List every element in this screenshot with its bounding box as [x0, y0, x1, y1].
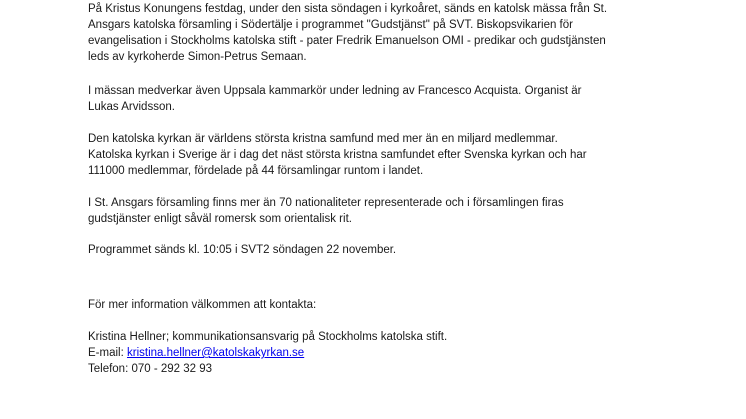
- contact-name: Kristina Hellner; kommunikationsansvarig på Stockholms katolska stift.: [88, 331, 448, 343]
- contact-phone: Telefon: 070 - 292 32 93: [88, 363, 213, 375]
- paragraph-contact-intro: För mer information välkommen att kontakta:: [88, 299, 317, 311]
- contact-email-line: [88, 345, 447, 361]
- paragraph-broadcast-intro: På Kristus Konungens festdag, under den sista söndagen i kyrkoåret, sänds en katolsk mässa från St. Ansgars katolska församling i Södertälje i programmet "Gudstjänst" på SVT. Biskopsvikarien för evangelisation i Stockholms katolska stift - pater Fredrik Emanuelson OMI - predikar och gudstjänsten leds av kyrkoherde Simon-Petrus Semaan.: [88, 3, 608, 63]
- email-label: E-mail:: [88, 347, 127, 359]
- paragraph-choir-organist: I mässan medverkar även Uppsala kammarkör under ledning av Francesco Acquista. Organist är Lukas Arvidsson.: [88, 85, 582, 113]
- email-link[interactable]: kristina.hellner@katolskakyrkan.se: [126, 347, 305, 359]
- contact-block: [88, 329, 447, 377]
- paragraph-parish-nationalities: I St. Ansgars församling finns mer än 70 nationaliteter representerade och i församlingen firas gudstjänster enligt såväl romersk som orientalisk rit.: [88, 197, 564, 225]
- paragraph-broadcast-time: Programmet sänds kl. 10:05 i SVT2 söndagen 22 november.: [88, 244, 397, 256]
- paragraph-church-facts: Den katolska kyrkan är världens största kristna samfund med mer än en miljard medlemmar. Katolska kyrkan i Sverige är i dag det näst största kristna samfundet efter Svenska kyrkan och har 111000 medlemmar, fördelade på 44 församlingar runtom i landet.: [88, 133, 587, 177]
